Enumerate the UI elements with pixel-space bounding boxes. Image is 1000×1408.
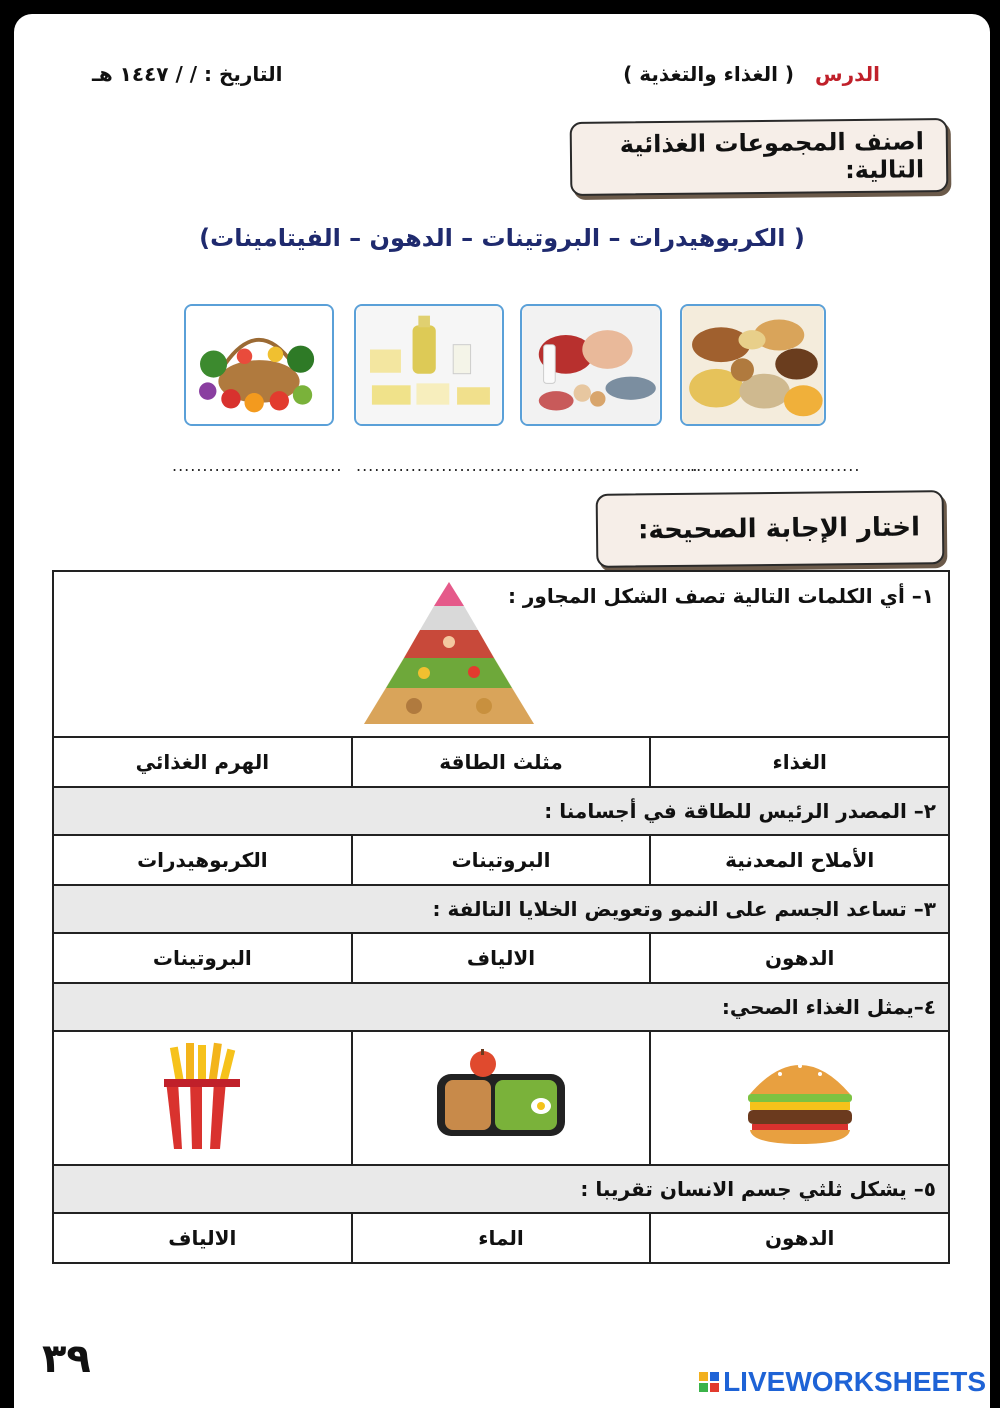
proteins-image [520,304,662,426]
question-2-text: ٢– المصدر الرئيس للطاقة في أجسامنا : [53,787,949,835]
q5-answer-3[interactable]: الالياف [53,1213,352,1263]
answer-blank-1[interactable]: ............................ [690,456,861,475]
q4-answer-2[interactable] [352,1031,651,1165]
q3-answer-2[interactable]: الالياف [352,933,651,983]
q3-answer-1[interactable]: الدهون [650,933,949,983]
fats-image [354,304,504,426]
fries-icon [152,1041,252,1151]
q1-answer-1[interactable]: الغذاء [650,737,949,787]
q5-answer-2[interactable]: الماء [352,1213,651,1263]
question-5-text: ٥– يشكل ثلثي جسم الانسان تقريبا : [53,1165,949,1213]
lesson-label: الدرس [814,62,880,86]
q3-answer-3[interactable]: البروتينات [53,933,352,983]
q4-answer-3[interactable] [53,1031,352,1165]
questions-table [52,570,950,1264]
burger-icon [740,1046,860,1146]
q2-answer-1[interactable]: الأملاح المعدنية [650,835,949,885]
q2-answer-3[interactable]: الكربوهيدرات [53,835,352,885]
q2-answer-2[interactable]: البروتينات [352,835,651,885]
brand-logo [699,1366,986,1398]
q4-answer-1[interactable] [650,1031,949,1165]
date-field: التاريخ : / / ١٤٤٧ هـ [92,62,283,86]
classify-section-title: اصنف المجموعات الغذائية التالية: [570,118,949,196]
q1-answer-2[interactable]: مثلث الطاقة [352,737,651,787]
question-4-text: ٤–يمثل الغذاء الصحي: [53,983,949,1031]
worksheet-page [14,14,990,1408]
fruits-vegetables-image [184,304,334,426]
page-number: ٣٩ [42,1336,91,1382]
lunchbox-icon [431,1046,571,1146]
food-group-options: ( الكربوهيدرات – البروتينات – الدهون – الفيتامينات) [199,224,805,252]
question-1-cell [53,571,949,737]
answer-blank-2[interactable]: ............................ [528,456,699,475]
question-3-text: ٣– تساعد الجسم على النمو وتعويض الخلايا التالفة : [53,885,949,933]
lesson-title: ( الغذاء والتغذية ) [623,62,795,86]
q1-answer-3[interactable]: الهرم الغذائي [53,737,352,787]
answer-blank-4[interactable]: ............................ [172,456,343,475]
food-pyramid-image [354,578,544,728]
q5-answer-1[interactable]: الدهون [650,1213,949,1263]
choose-answer-section-title: اختار الإجابة الصحيحة: [596,490,945,568]
lesson-heading [623,62,880,86]
grains-image [680,304,826,426]
brand-blocks-icon [699,1372,719,1392]
brand-name: LIVEWORKSHEETS [723,1366,986,1397]
answer-blank-3[interactable]: ............................ [356,456,527,475]
question-1-text: ١– أي الكلمات التالية تصف الشكل المجاور : [507,584,934,608]
